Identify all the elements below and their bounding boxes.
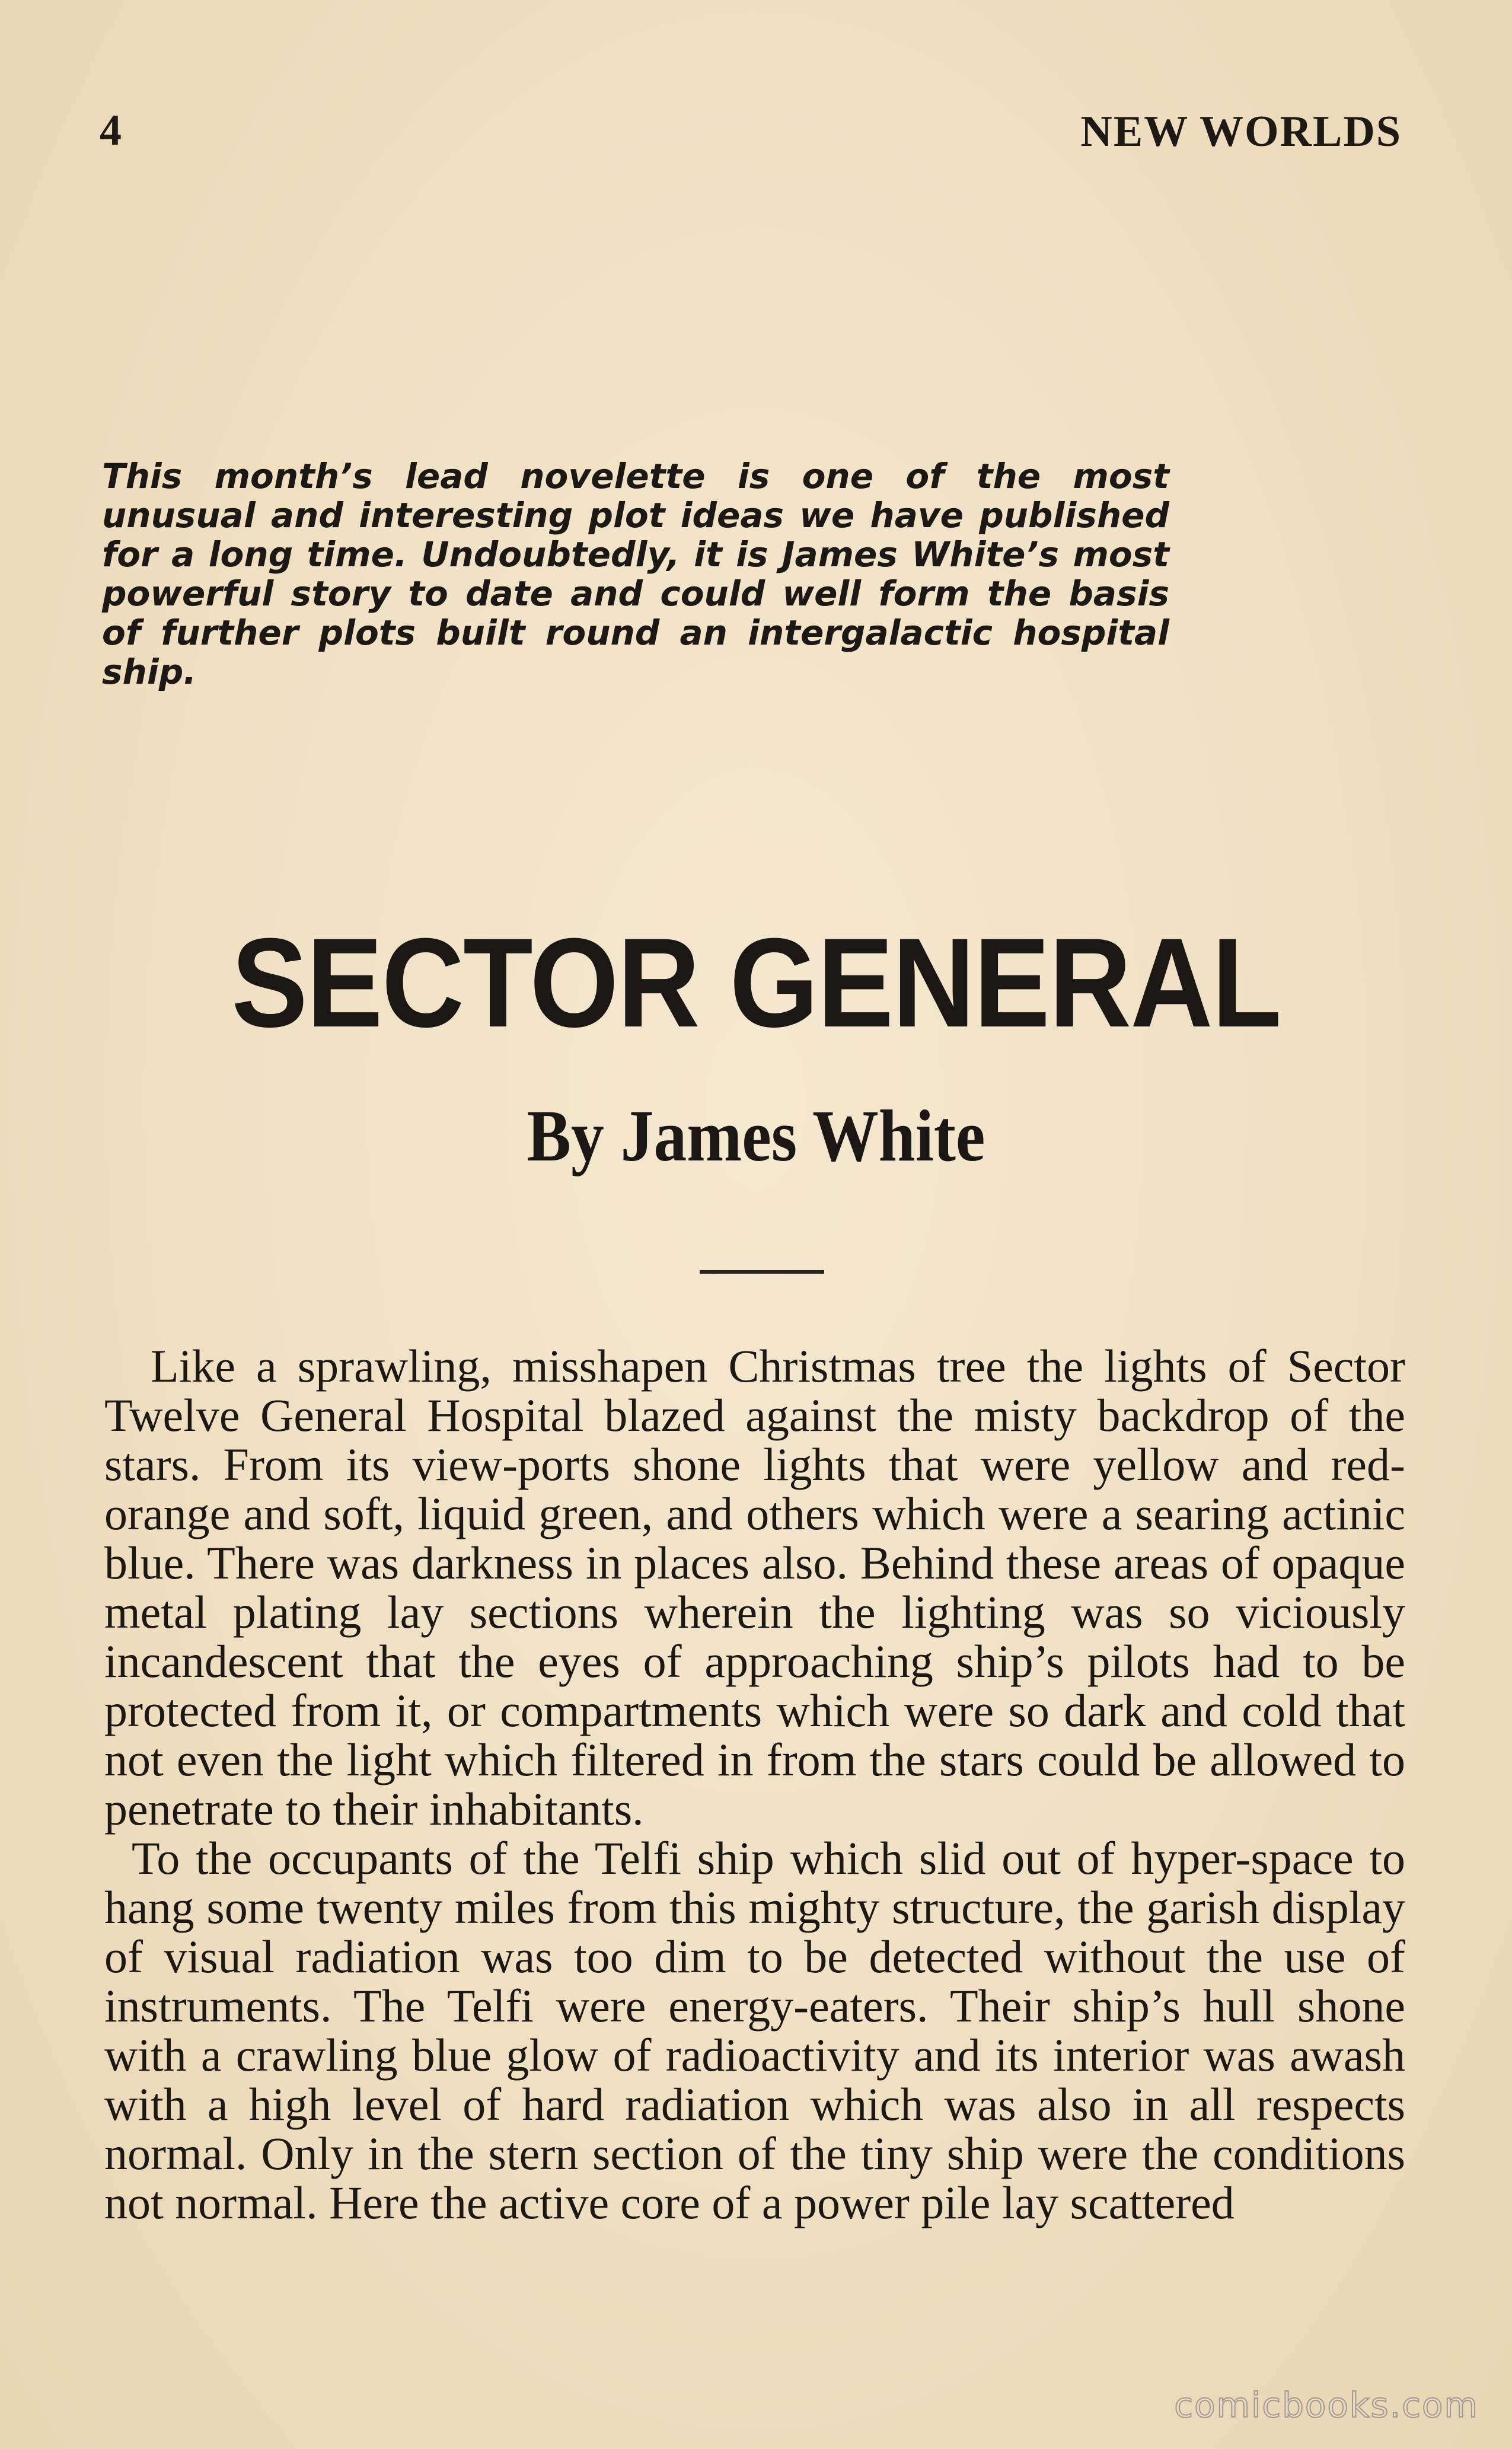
body-paragraph: Like a sprawling, misshapen Christmas tree the lights of Sector Twelve General Hospital blazed against the misty backdrop of the stars. From its view-ports shone lights that were yellow and red-orange and soft, liquid green, and others which were a searing actinic blue. There was darkness in places also. Behind these areas of opaque metal plating lay sections wherein the lighting was so viciously incandescent that the eyes of approaching ship’s pilots had to be protected from it, or compartments which were so dark and cold that not even the light which filtered in from the stars could be allowed to penetrate to their inhabitants.	[104, 1340, 1405, 1835]
body-paragraph: To the occupants of the Telfi ship which slid out of hyper-space to hang some twenty miles from this mighty structure, the garish display of visual radiation was too dim to be detected without the use of instruments. The Telfi were energy-eaters. Their ship’s hull shone with a crawling blue glow of radioactivity and its interior was awash with a high level of hard radiation which was also in all respects normal. Only in the stern section of the tiny ship were the conditions not normal. Here the active core of a power pile lay scattered	[104, 1832, 1405, 2228]
story-body	[104, 1341, 1405, 2227]
story-byline: By James White	[527, 1095, 985, 1176]
editorial-blurb: This month’s lead novelette is one of the most unusual and interesting plot ideas we have published for a long time. Undoubtedly, it is James White’s most powerful story to date and could well form the basis of further plots built round an intergalactic hospital ship.	[102, 456, 1169, 692]
story-title: SECTOR GENERAL	[231, 912, 1281, 1054]
running-head: NEW WORLDS	[1080, 107, 1402, 156]
watermark: comicbooks.com	[1174, 2385, 1479, 2425]
page-number: 4	[100, 106, 122, 155]
section-divider	[700, 1270, 824, 1274]
